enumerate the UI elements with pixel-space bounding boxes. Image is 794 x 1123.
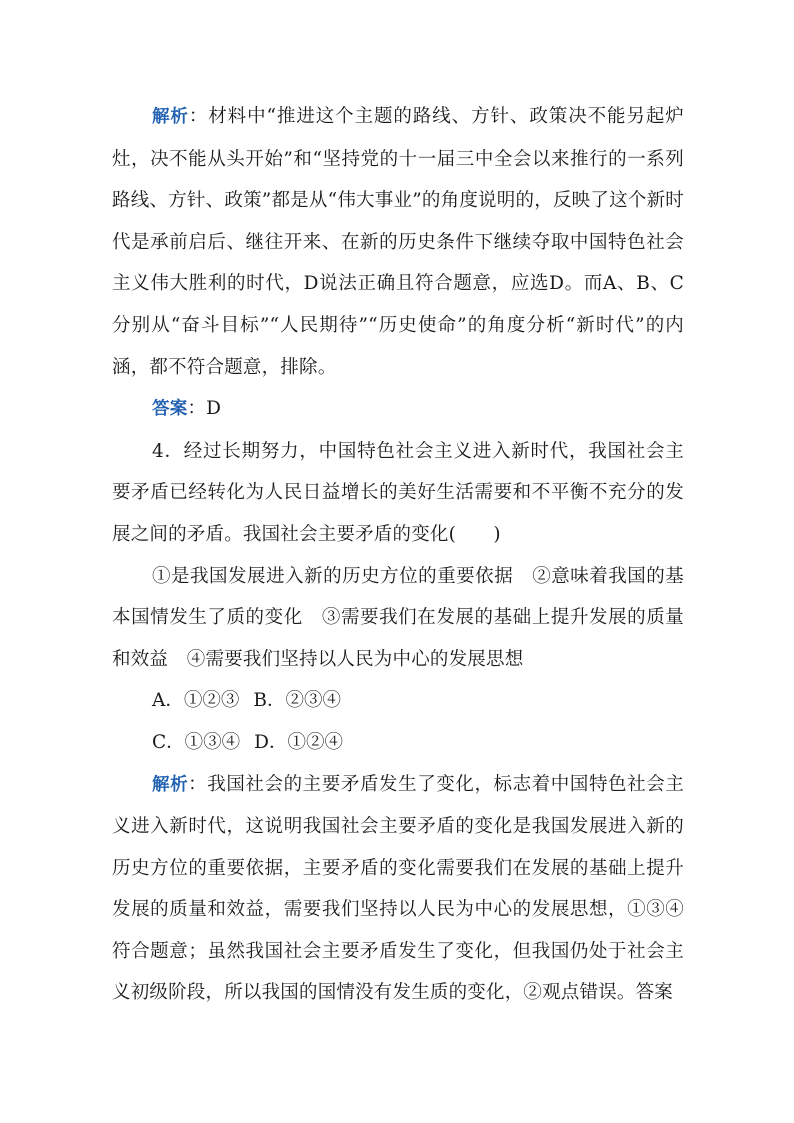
- option-a-value: ①②③: [183, 690, 240, 712]
- option-d-value: ①②④: [287, 731, 344, 753]
- analysis-paragraph-1: [112, 96, 684, 388]
- options-row-2: [112, 722, 684, 764]
- option-a-letter: A．: [152, 690, 184, 712]
- option-d-letter: D．: [254, 731, 288, 753]
- analysis-text-2: 我国社会的主要矛盾发生了变化，标志着中国特色社会主义进入新时代，这说明我国社会主要矛盾的变化是我国发展进入新的历史方位的重要依据，主要矛盾的变化需要我们在发展的基础上提升发展的质量和效益，需要我们坚持以人民为中心的发展思想，①③④符合题意；虽然我国社会主要矛盾发生了变化，但我国仍处于社会主义初级阶段，所以我国的国情没有发生质的变化，②观点错误。答案: [112, 773, 684, 1004]
- option-c-letter: C．: [152, 731, 185, 753]
- answer-line: [112, 388, 684, 431]
- analysis-colon: ：: [188, 106, 209, 127]
- option-d[interactable]: [254, 722, 343, 764]
- option-c[interactable]: [152, 722, 240, 764]
- question-stem: 4．经过长期努力，中国特色社会主义进入新时代，我国社会主要矛盾已经转化为人民日益增长的美好生活需要和不平衡不充分的发展之间的矛盾。我国社会主要矛盾的变化( ): [112, 440, 684, 545]
- answer-label: 答案: [152, 399, 188, 420]
- analysis-paragraph-2: [112, 764, 684, 1015]
- analysis-colon-2: ：: [188, 773, 208, 795]
- options-row-1: [112, 680, 684, 722]
- option-c-value: ①③④: [184, 731, 241, 753]
- option-b-value: ②③④: [285, 690, 342, 712]
- analysis-label-2: 解析: [152, 774, 189, 795]
- document-page: [112, 96, 684, 1014]
- question-statements: ①是我国发展进入新的历史方位的重要依据 ②意味着我国的基本国情发生了质的变化 ③需要我们在发展的基础上提升发展的质量和效益 ④需要我们坚持以人民为中心的发展思想: [112, 565, 684, 670]
- option-a[interactable]: [152, 680, 239, 722]
- answer-value: D: [206, 398, 222, 420]
- option-b[interactable]: [253, 680, 341, 722]
- analysis-label: 解析: [152, 107, 189, 127]
- answer-colon: ：: [187, 398, 207, 420]
- analysis-text: 材料中“推进这个主题的路线、方针、政策决不能另起炉灶，决不能从头开始”和“坚持党的十一届三中全会以来推行的一系列路线、方针、政策”都是从“伟大事业”的角度说明的，反映了这个新时代是承前启后、继往开来、在新的历史条件下继续夺取中国特色社会主义伟大胜利的时代，D说法正确且符合题意，应选D。而A、B、C分别从“奋斗目标”“人民期待”“历史使命”的角度分析“新时代”的内涵，都不符合题意，排除。: [112, 106, 684, 378]
- option-b-letter: B．: [253, 690, 286, 712]
